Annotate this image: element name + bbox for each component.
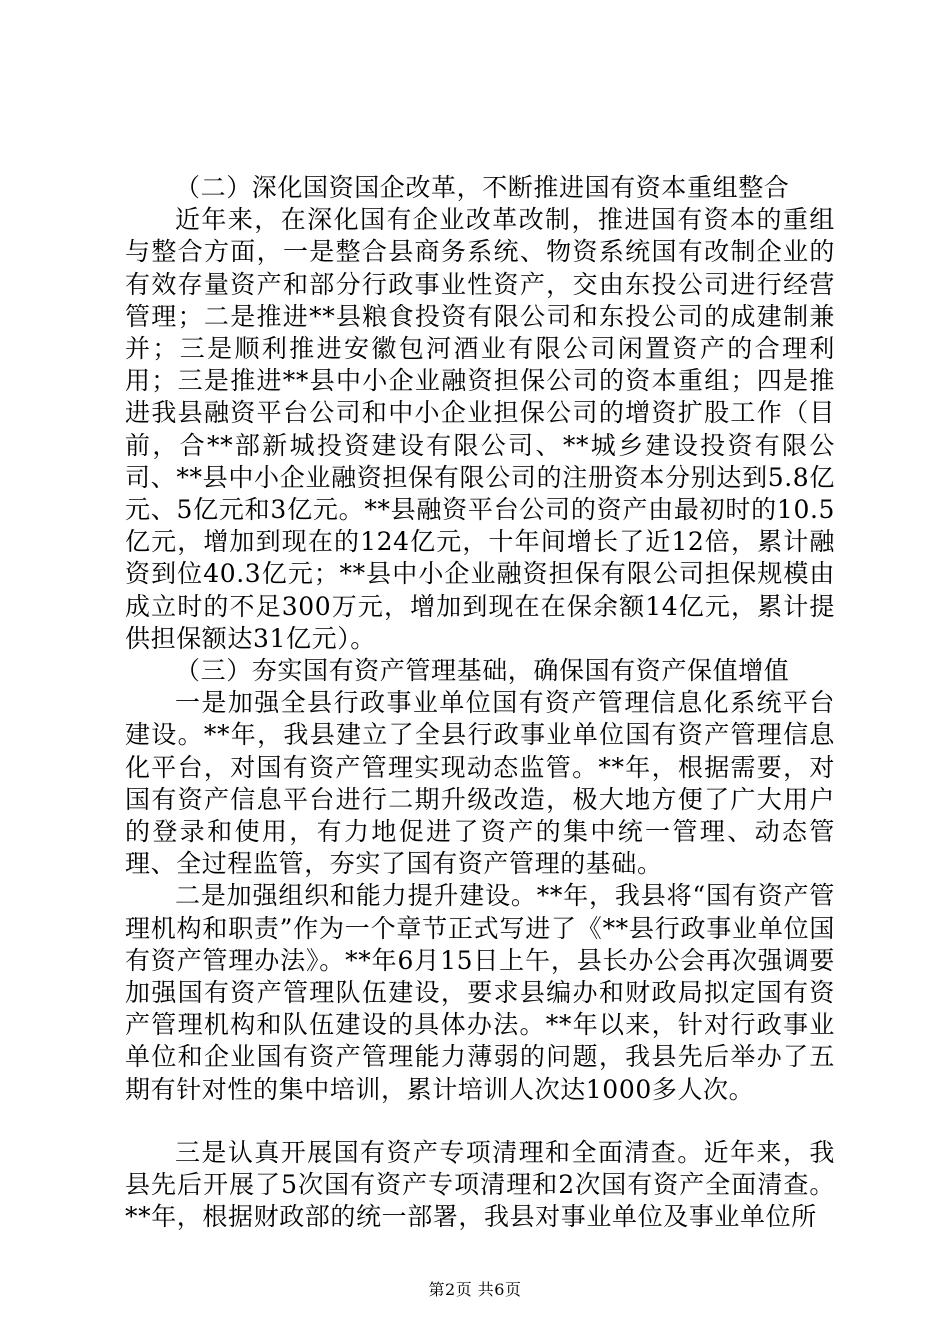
body-paragraph-2: 一是加强全县行政事业单位国有资产管理信息化系统平台建设。**年，我县建立了全县行政事业单位国有资产管理信息化平台，对国有资产管理实现动态监管。**年，根据需要，对国有资产信息平台进行二期升级改造，极大地方便了广大用户的登录和使用，有力地促进了资产的集中统一管理、动态管理、全过程监管，夯实了国有资产管理的基础。	[125, 688, 835, 879]
section-heading-3: （三）夯实国有资产管理基础，确保国有资产保值增值	[175, 656, 790, 686]
body-paragraph-4: 三是认真开展国有资产专项清理和全面清查。近年来，我县先后开展了5次国有资产专项清理和2次国有资产全面清查。**年，根据财政部的统一部署，我县对事业单位及事业单位所	[125, 1137, 835, 1232]
paragraph-spacer	[125, 1106, 835, 1137]
section-heading-2: （二）深化国资国企改革，不断推进国有资本重组整合	[175, 173, 790, 202]
body-paragraph-3: 二是加强组织和能力提升建设。**年，我县将“国有资产管理机构和职责”作为一个章节正式写进了《**县行政事业单位国有资产管理办法》。**年6月15日上午，县长办公会再次强调要加强国有资产管理队伍建设，要求县编办和财政局拟定国有资产管理机构和队伍建设的具体办法。**年以来，针对行政事业单位和企业国有资产管理能力薄弱的问题，我县先后举办了五期有针对性的集中培训，累计培训人次达1000多人次。	[125, 881, 835, 1104]
document-body	[125, 172, 835, 1234]
page-footer: 第2页 共6页	[428, 1280, 522, 1299]
body-paragraph-1: 近年来，在深化国有企业改革改制，推进国有资本的重组与整合方面，一是整合县商务系统、物资系统国有改制企业的有效存量资产和部分行政事业性资产，交由东投公司进行经营管理；二是推进**县粮食投资有限公司和东投公司的成建制兼并；三是顺利推进安徽包河酒业有限公司闲置资产的合理利用；三是推进**县中小企业融资担保公司的资本重组；四是推进我县融资平台公司和中小企业担保公司的增资扩股工作（目前，合**部新城投资建设有限公司、**城乡建设投资有限公司、**县中小企业融资担保有限公司的注册资本分别达到5.8亿元、5亿元和3亿元。**县融资平台公司的资产由最初时的10.5亿元，增加到现在的124亿元，十年间增长了近12倍，累计融资到位40.3亿元；**县中小企业融资担保有限公司担保规模由成立时的不足300万元，增加到现在在保余额14亿元，累计提供担保额达31亿元）。	[125, 205, 835, 653]
